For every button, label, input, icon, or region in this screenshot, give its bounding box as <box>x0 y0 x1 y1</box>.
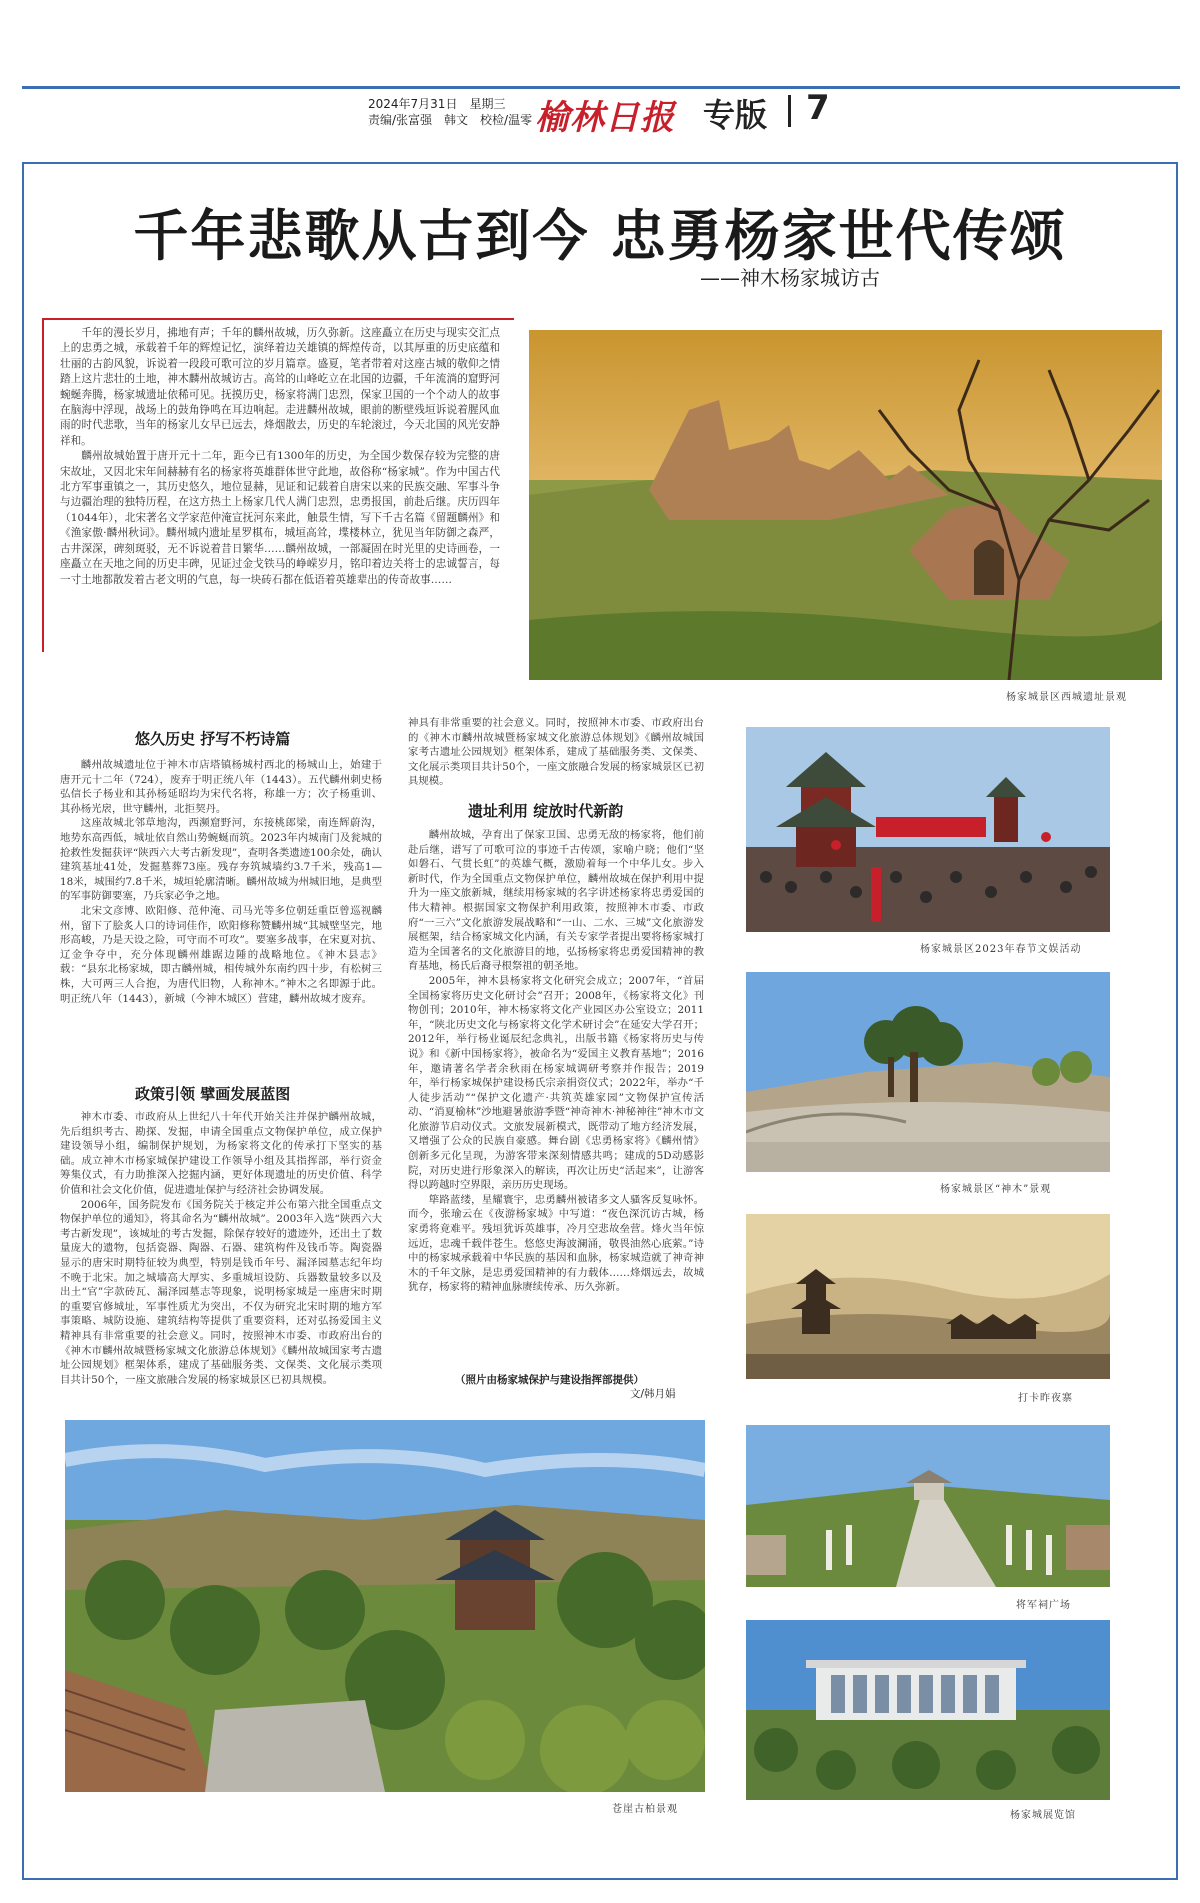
caption-west-ruins: 杨家城景区西城遗址景观 <box>1006 692 1127 703</box>
photo-shenmu-tree <box>746 972 1110 1172</box>
paragraph: 2006年，国务院发布《国务院关于核定并公布第六批全国重点文物保护单位的通知》，将其命名为“麟州故城”。2003年入选“陕西六大考古新发现”，该城址的考古发掘，除保存较好的遗迹外，还出土了数量庞大的遗物，包括瓷器、陶器、石器、建筑构件及钱币等。陶瓷器显示的唐宋时期特征较为典型，特别是钱币年号、漏泽园墓志纪年均不晚于北宋。加之城墙高大厚实、多重城垣设防、兵器数量较多以及出土“官”字款砖瓦、漏泽园墓志等现象，说明杨家城是一座唐宋时期的重要官修城址，军事性质尤为突出，不仅为研究北宋时期的地方军事策略、城防设施、建筑结构等提供了重要资料，还对弘扬爱国主义精神具有非常重要的社会意义。同时，按照神木市委、市政府出台的《神木市麟州故城暨杨家城文化旅游总体规划》《麟州故城国家考古遗址公园规划》框架体系，建成了基础服务类、文保类、文化展示类项目共计50个，一座文旅融合发展的杨家城景区已初具规模。 <box>60 1198 382 1386</box>
masthead-dateline <box>368 96 532 128</box>
photo-misty-pavilion <box>746 1214 1110 1379</box>
paragraph: 神木市委、市政府从上世纪八十年代开始关注并保护麟州故城，先后组织考古、勘探、发掘，申请全国重点文物保护单位，成立保护建设领导小组，编制保护规划，为杨家将文化的传承打下坚实的基础。成立神木市杨家城保护建设工作领导小组及其指挥部，举行资金筹集仪式，有力助推深入挖掘内涵，更好体现遗址的历史价值、科学价值和社会文化价值，促进遗址保护与经济社会协调发展。 <box>60 1111 382 1196</box>
paragraph: 麟州故城遗址位于神木市店塔镇杨城村西北的杨城山上，始建于唐开元十二年（724），废弃于明正统八年（1443）。五代麟州刺史杨弘信长子杨业和其孙杨延昭均为宋代名将，称雄一方；次子杨重训、其孙杨光扆，世守麟州，北拒契丹。 <box>60 759 382 815</box>
masthead-divider <box>788 95 791 127</box>
section-history-body <box>60 758 382 1006</box>
section-title-utilization: 遗址利用 绽放时代新韵 <box>468 802 624 820</box>
photo-shrine-square <box>746 1425 1110 1587</box>
caption-exhibition-hall: 杨家城展览馆 <box>1010 1810 1076 1821</box>
caption-shrine-square: 将军祠广场 <box>1016 1600 1071 1611</box>
paragraph: 2005年，神木县杨家将文化研究会成立；2007年，“首届全国杨家将历史文化研讨会”召开；2008年，《杨家将文化》刊物创刊；2010年，神木杨家将文化产业园区办公室设立；2011年，“陕北历史文化与杨家将文化学术研讨会”在延安大学召开；2012年，举行杨业诞辰纪念典礼，出版书籍《杨家将历史与传说》和《新中国杨家将》，被命名为“爱国主义教育基地”；2016年，邀请著名学者余秋雨在杨家城调研考察并作报告；2019年，举行杨家城保护建设杨氏宗亲捐资仪式；2022年，举办“千人徒步活动”“保护文化遗产·共筑英雄家园”文物保护宣传活动、“消夏榆林”沙地避暑旅游季暨“神奇神木·神秘神往”神木市文化旅游节启动仪式。文旅发展新模式，既带动了地方经济发展，又增强了公众的民族自豪感。舞台剧《忠勇杨家将》《麟州情》创新多元化呈现，为游客带来深刻情感共鸣；建成的5D动感影院，对历史进行形象深入的解读，再次让历史“活起来”，让游客得以跨越时空界限，亲历历史现场。 <box>408 974 704 1192</box>
paragraph: 麟州故城，孕育出了保家卫国、忠勇无敌的杨家将，他们前赴后继，谱写了可歌可泣的事迹千古传颂，家喻户晓；他们“坚如磐石、气贯长虹”的英雄气概，激励着每一个中华儿女。步入新时代，作为全国重点文物保护单位，麟州故城在保护利用中提升为一座文旅新城，继续用杨家城的名字讲述杨家将忠勇爱国的伟大精神。根据国家文物保护利用政策，按照神木市委、市政府“一三六”文化旅游发展战略和“一山、二水、三城”文化旅游发展框架，结合杨家城文化内涵，有关专家学者提出要将杨家城打造为全国著名的文化旅游目的地，弘扬杨家将忠勇爱国精神的教育基地，杨氏后裔寻根祭祖的朝圣地。 <box>408 829 704 973</box>
photo-west-ruins <box>529 330 1162 680</box>
editor-line: 责编/张富强 韩文 校检/温零 <box>368 113 533 127</box>
page-number: 7 <box>806 88 830 128</box>
section-policy-continued <box>408 716 704 800</box>
byline: 文/韩月娟 <box>630 1388 676 1400</box>
paragraph: 神具有非常重要的社会意义。同时，按照神木市委、市政府出台的《神木市麟州故城暨杨家城文化旅游总体规划》《麟州故城国家考古遗址公园规划》框架体系，建成了基础服务类、文保类、文化展示类项目共计50个，一座文旅融合发展的杨家城景区已初具规模。 <box>408 717 704 788</box>
section-label: 专版 <box>703 96 768 134</box>
lead-paragraph: 千年的漫长岁月，拂地有声；千年的麟州故城，历久弥新。这座矗立在历史与现实交汇点上的忠勇之城，承载着千年的辉煌记忆，演绎着边关雄镇的辉煌传奇，以其厚重的历史底蕴和壮丽的古韵风貌，诉说着一段段可歌可泣的岁月篇章。盛夏，笔者带着对这座古城的敬仰之情踏上这片悲壮的土地，神木麟州故城访古。高耸的山峰屹立在北国的边疆，千年流淌的窟野河蜿蜒奔腾，杨家城遗址依稀可见。抚摸历史，杨家将满门忠烈，保家卫国的一个个动人的故事在脑海中浮现，战场上的鼓角铮鸣在耳边响起。走进麟州故城，眼前的断壁残垣诉说着腥风血雨的时代悲歌，当年的杨家儿女早已远去，烽烟散去，历史的车轮滚过，今天北国的风光安静祥和。 <box>60 327 500 447</box>
section-policy-body <box>60 1110 382 1402</box>
photo-spring-festival <box>746 727 1110 932</box>
caption-misty-pavilion: 打卡昨夜寨 <box>1018 1393 1073 1404</box>
photo-ancient-cypress <box>65 1420 705 1792</box>
lead-paragraph: 麟州故城始置于唐开元十二年，距今已有1300年的历史，为全国少数保存较为完整的唐宋故址，又因北宋年间赫赫有名的杨家将英雄群体世守此地，故俗称“杨家城”。作为中国古代北方军事重镇之一，其历史悠久，地位显赫，见证和记载着自唐宋以来的民族交融、军事斗争与边疆治理的独特历程，在这方热土上杨家几代人满门忠烈，忠勇报国，前赴后继。庆历四年（1044年），北宋著名文学家范仲淹宣抚河东来此，触景生情，写下千古名篇《留题麟州》和《渔家傲·麟州秋词》。麟州城内遗址星罗棋布，城垣高耸，堞楼林立，犹见当年防御之森严，古井深深，碑刻斑驳，无不诉说着昔日繁华……麟州故城，一部凝固在时光里的史诗画卷，一座矗立在天地之间的历史丰碑，见证过金戈铁马的峥嵘岁月，铭印着边关将士的忠诚誓言，每一寸土地都散发着古老文明的气息，每一块砖石都在低语着英雄辈出的传奇故事…… <box>60 450 500 586</box>
photo-credit: （照片由杨家城保护与建设指挥部提供） <box>455 1374 644 1386</box>
headline: 千年悲歌从古到今 忠勇杨家世代传颂 <box>133 204 1067 268</box>
lead-text <box>60 326 500 588</box>
caption-ancient-cypress: 苍崖古柏景观 <box>612 1804 678 1815</box>
paragraph: 北宋文彦博、欧阳修、范仲淹、司马光等多位朝廷重臣曾巡视麟州，留下了脍炙人口的诗词佳作，欧阳修称赞麟州城“其城壁坚完，地形高峻，乃是天设之险，可守而不可攻”。要塞多战事，在宋夏对抗、辽金争夺中，充分体现麟州雄踞边陲的战略地位。《神木县志》载：“县东北杨家城，即古麟州城，相传城外东南约四十步，有松树三株，大可两三人合抱，为唐代旧物，人称神木。”神木之名即源于此。明正统八年（1443），新城（今神木城区）营建，麟州故城才废弃。 <box>60 904 382 1005</box>
masthead-rule <box>22 86 1180 89</box>
caption-spring-festival: 杨家城景区2023年春节文娱活动 <box>920 944 1082 955</box>
paragraph: 筚路蓝缕，星耀寰宇，忠勇麟州被诸多文人骚客反复咏怀。而今，张瑜云在《夜游杨家城》中写道：“夜色深沉访古城，杨家勇将竟难平。残垣犹诉英雄事，冷月空悲故垒营。烽火当年惊远近，忠魂千载伴苍生。悠悠史海波澜涌，敬畏油然心底萦。”诗中的杨家城承载着中华民族的基因和血脉，杨家城造就了神奇神木的千年文脉，是忠勇爱国精神的有力载体……烽烟远去，故城犹存，杨家将的精神血脉赓续传承、历久弥新。 <box>408 1193 704 1294</box>
paragraph: 这座故城北邻草地沟，西濒窟野河，东接桃郎梁，南连辉蔚沟，地势东高西低，城址依自然山势蜿蜒而筑。2023年内城南门及瓮城的抢救性发掘获评“陕西六大考古新发现”，查明各类遗迹100余处，确认建筑基址41处，发掘墓葬73座。残存夯筑城墙约3.7千米，残高1—18米，城围约7.8千米，城垣轮廓清晰。麟州故城为州城旧地，是典型的军事防御要塞，乃兵家必争之地。 <box>60 817 382 903</box>
newspaper-logo: 榆林日报 <box>535 98 675 138</box>
subheadline: ——神木杨家城访古 <box>700 266 880 290</box>
section-title-history: 悠久历史 抒写不朽诗篇 <box>135 730 291 748</box>
section-title-policy: 政策引领 擘画发展蓝图 <box>135 1085 291 1103</box>
photo-exhibition-hall <box>746 1620 1110 1800</box>
date-line: 2024年7月31日 星期三 <box>368 97 506 111</box>
caption-shenmu-tree: 杨家城景区“神木”景观 <box>940 1184 1052 1195</box>
section-utilization-body <box>408 828 704 1368</box>
